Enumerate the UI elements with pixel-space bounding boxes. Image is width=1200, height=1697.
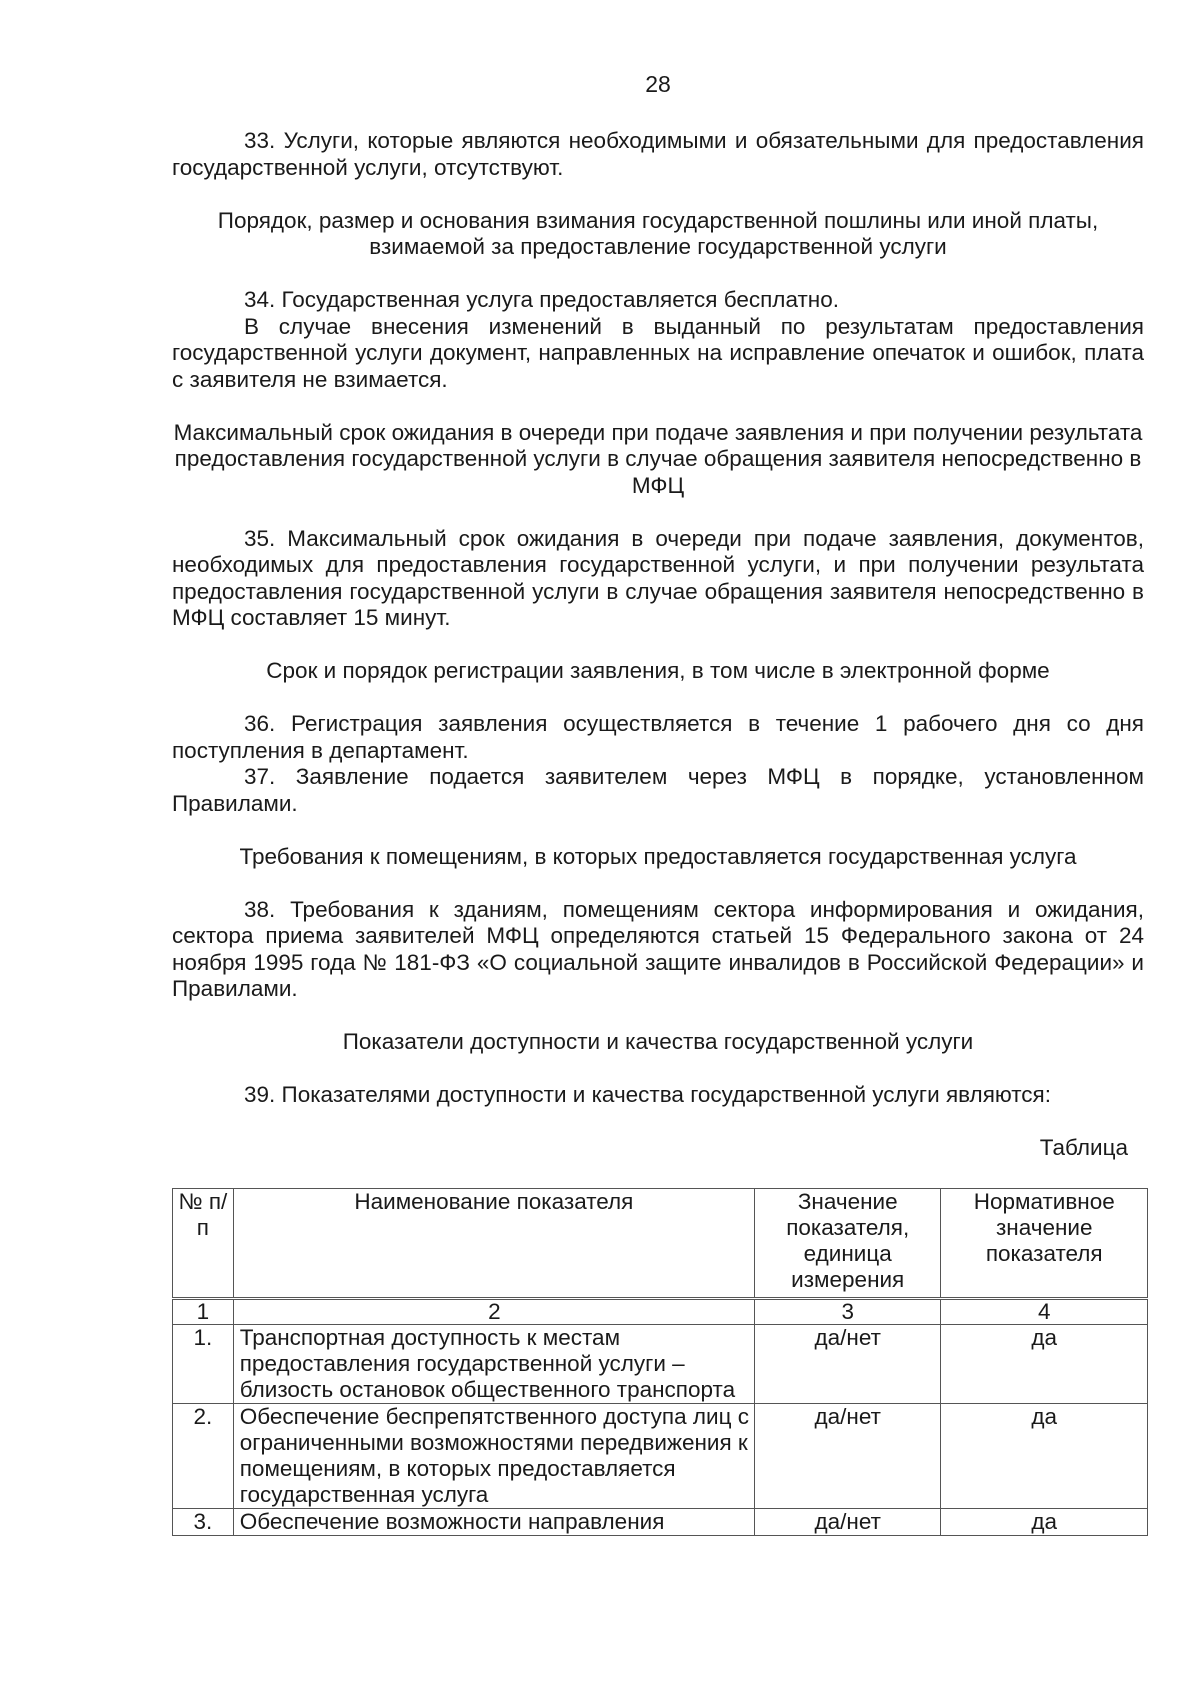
heading-indicators: Показатели доступности и качества государственной услуги: [342, 1029, 974, 1054]
row-norm: да: [941, 1403, 1148, 1508]
paragraph-34-continued: В случае внесения изменений в выданный по результатам предоставления государственной услуги документ, направленных на исправление опечаток и ошибок, плата с заявителя не взимается.: [172, 313, 1144, 392]
header-value: Значение показателя, единица измерения: [754, 1188, 941, 1298]
header-name: Наименование показателя: [233, 1188, 754, 1298]
heading-queue: Максимальный срок ожидания в очереди при подаче заявления и при получении результата предоставления государственной услуги в случае обращения заявителя непосредственно в МФЦ: [173, 419, 1143, 498]
row-num: 3.: [173, 1508, 234, 1535]
paragraph-37: 37. Заявление подается заявителем через МФЦ в порядке, установленном Правилами.: [172, 764, 1144, 816]
row-norm: да: [941, 1324, 1148, 1403]
column-number-row: [173, 1298, 1148, 1324]
row-norm: да: [941, 1508, 1148, 1535]
table-header-row: [173, 1188, 1148, 1298]
table-row: [173, 1403, 1148, 1508]
table-row: [173, 1324, 1148, 1403]
row-name: Обеспечение беспрепятственного доступа лиц с ограниченными возможностями передвижения к помещениям, в которых предоставляется государственная услуга: [233, 1403, 754, 1508]
paragraph-39: 39. Показателями доступности и качества государственной услуги являются:: [244, 1082, 1051, 1107]
heading-registration: Срок и порядок регистрации заявления, в том числе в электронной форме: [266, 658, 1050, 683]
column-number: 2: [233, 1298, 754, 1324]
row-num: 1.: [173, 1324, 234, 1403]
paragraph-35: 35. Максимальный срок ожидания в очереди при подаче заявления, документов, необходимых для предоставления государственной услуги, и при получении результата предоставления государственной услуги в случае обращения заявителя непосредственно в МФЦ составляет 15 минут.: [172, 525, 1144, 630]
row-num: 2.: [173, 1403, 234, 1508]
header-num: № п/п: [173, 1188, 234, 1298]
column-number: 3: [754, 1298, 941, 1324]
column-number: 1: [173, 1298, 234, 1324]
table-row: [173, 1508, 1148, 1535]
paragraph-33: 33. Услуги, которые являются необходимыми и обязательными для предоставления государственной услуги, отсутствуют.: [172, 128, 1144, 180]
page-number: 28: [645, 71, 671, 97]
heading-premises: Требования к помещениям, в которых предоставляется государственная услуга: [239, 843, 1077, 869]
column-number: 4: [941, 1298, 1148, 1324]
paragraph-38: 38. Требования к зданиям, помещениям сектора информирования и ожидания, сектора приема заявителей МФЦ определяются статьей 15 Федерального закона от 24 ноября 1995 года № 181-ФЗ «О социальной защите инвалидов в Российской Федерации» и Правилами.: [172, 896, 1144, 1001]
table-label: Таблица: [1039, 1135, 1128, 1160]
paragraph-36: 36. Регистрация заявления осуществляется в течение 1 рабочего дня со дня поступления в департамент.: [172, 711, 1144, 763]
row-name: Обеспечение возможности направления: [233, 1508, 754, 1535]
document-body: [172, 128, 1144, 1536]
heading-fee: Порядок, размер и основания взимания государственной пошлины или иной платы, взимаемой за предоставление государственной услуги: [217, 207, 1099, 259]
indicators-table: [172, 1188, 1148, 1536]
row-value: да/нет: [754, 1403, 941, 1508]
row-value: да/нет: [754, 1324, 941, 1403]
row-name: Транспортная доступность к местам предоставления государственной услуги – близость остановок общественного транспорта: [233, 1324, 754, 1403]
row-value: да/нет: [754, 1508, 941, 1535]
paragraph-34: 34. Государственная услуга предоставляется бесплатно.: [244, 287, 839, 312]
header-norm: Нормативное значение показателя: [941, 1188, 1148, 1298]
